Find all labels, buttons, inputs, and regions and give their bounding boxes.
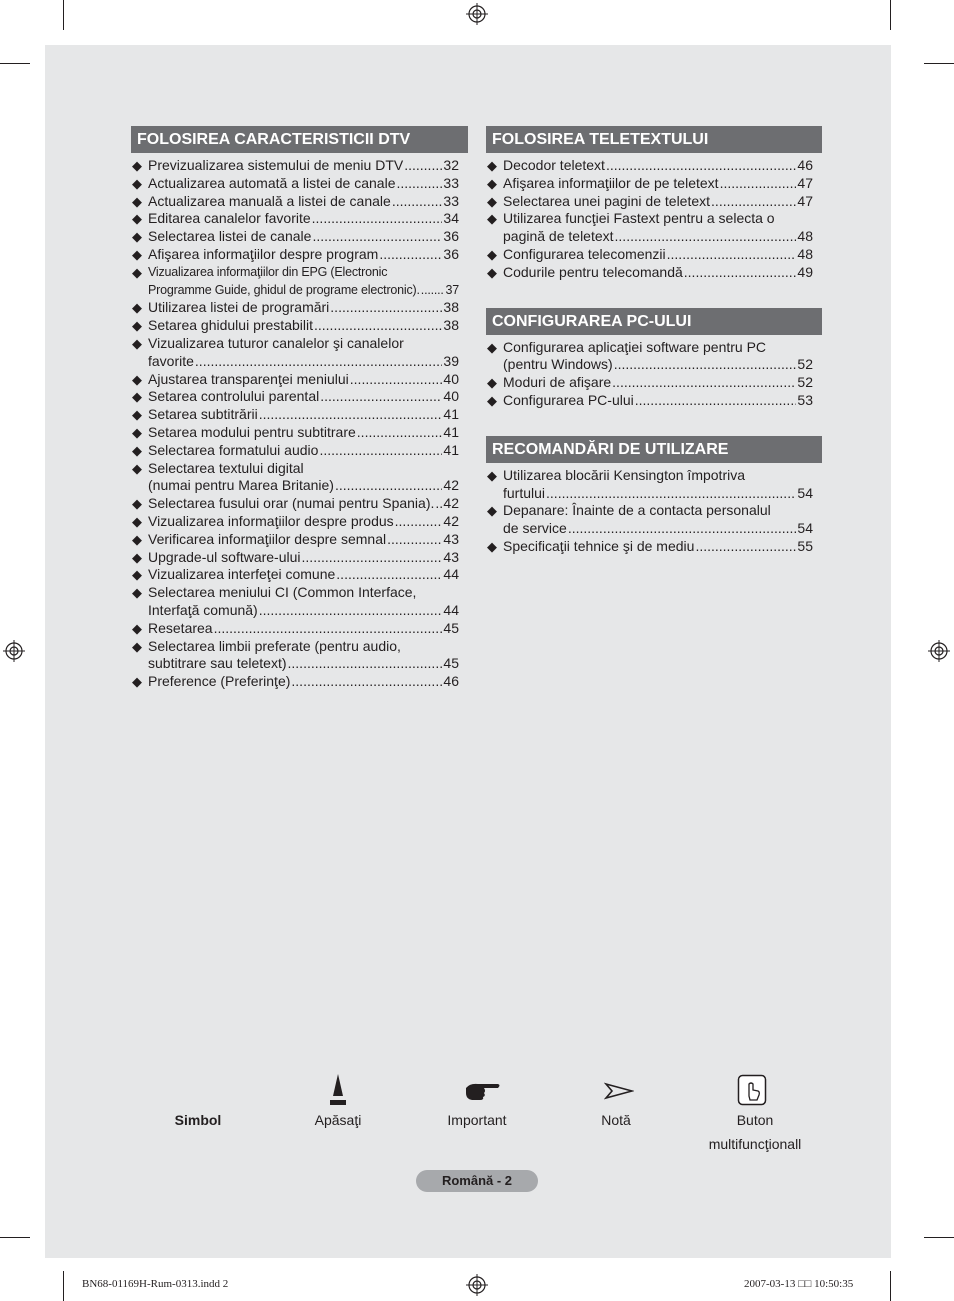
dot-leader: [546, 485, 796, 503]
toc-entry: [486, 374, 822, 392]
toc-page-number: 33: [443, 174, 459, 191]
diamond-bullet-icon: ◆: [132, 585, 142, 601]
dot-leader: [314, 317, 442, 335]
toc-entry-text: Configurarea PC-ului: [503, 391, 634, 408]
toc-page-number: 53: [797, 391, 813, 408]
toc-entry-text: favorite: [148, 352, 194, 369]
registration-mark-icon: [466, 1274, 488, 1296]
toc-page-number: 49: [797, 263, 813, 280]
crop-mark: [890, 0, 891, 30]
toc-entry: [486, 264, 822, 282]
toc-entry: [131, 531, 468, 549]
dot-leader: [259, 602, 443, 620]
toc-entry: [131, 246, 468, 264]
toc-entry-line: [148, 193, 468, 211]
toc-entry: [486, 538, 822, 556]
toc-page-number: 40: [443, 388, 459, 405]
toc-page-number: 54: [797, 484, 813, 501]
toc-entry-text: (pentru Windows): [503, 356, 613, 373]
toc-entry-text: subtitrare sau teletext): [148, 655, 287, 672]
diamond-bullet-icon: ◆: [487, 375, 497, 391]
toc-page-number: 32: [443, 157, 459, 173]
toc-entry-text: Setarea controlului parental: [148, 388, 320, 405]
toc-entry-text: Selectarea formatului audio: [148, 441, 319, 458]
toc-entry: [131, 460, 468, 496]
toc-entry-line: [503, 175, 822, 193]
toc-entry-line: [148, 566, 468, 584]
dot-leader: [421, 282, 445, 300]
dot-leader: [635, 392, 797, 410]
toc-entry-line: [503, 374, 822, 392]
toc-page-number: 43: [443, 548, 459, 565]
pointing-hand-icon: [464, 1080, 502, 1102]
dot-leader: [357, 424, 443, 442]
diamond-bullet-icon: ◆: [487, 392, 497, 408]
toc-entry-text: Vizualizarea informaţiilor din EPG (Electronic: [148, 264, 388, 279]
toc-entry-line: [148, 299, 468, 317]
section-spacer: [486, 410, 822, 436]
toc-page-number: 54: [797, 520, 813, 537]
dot-leader: [312, 210, 443, 228]
toc-entry-text: Selectarea listei de canale: [148, 228, 312, 245]
multifunction-button-icon: [737, 1074, 767, 1106]
toc-entry-text: Vizualizarea tuturor canalelor şi canalelor: [148, 334, 404, 351]
toc-list: [486, 157, 822, 282]
dot-leader: [319, 442, 442, 460]
toc-page-number: 42: [443, 512, 459, 529]
toc-entry-line: [148, 442, 468, 460]
diamond-bullet-icon: ◆: [487, 538, 497, 554]
toc-page-number: 45: [443, 619, 459, 636]
section-title: FOLOSIREA TELETEXTULUI: [486, 126, 822, 153]
toc-entry-text: Vizualizarea interfeţei comune: [148, 566, 336, 583]
toc-entry-text: Afişarea informaţiilor de pe teletext: [503, 174, 719, 191]
toc-list: [486, 339, 822, 410]
diamond-bullet-icon: ◆: [132, 246, 142, 262]
diamond-bullet-icon: ◆: [132, 513, 142, 529]
toc-entry-line: [148, 246, 468, 264]
toc-entry-line: [503, 467, 822, 485]
toc-entry: [131, 317, 468, 335]
diamond-bullet-icon: ◆: [132, 424, 142, 440]
toc-entry-line: [148, 477, 468, 495]
toc-page-number: 38: [443, 317, 459, 334]
file-name-slug: BN68-01169H-Rum-0313.indd 2: [82, 1278, 229, 1290]
toc-entry-line: [503, 485, 822, 503]
diamond-bullet-icon: ◆: [487, 211, 497, 227]
toc-entry-text: Vizualizarea informaţiilor despre produs: [148, 512, 394, 529]
toc-entry-text: Configurarea telecomenzii: [503, 245, 666, 262]
dot-leader: [614, 356, 797, 374]
toc-entry: [131, 406, 468, 424]
symbol-important-label: Important: [447, 1112, 507, 1128]
dot-leader: [435, 495, 442, 513]
crop-mark: [63, 1271, 64, 1301]
dot-leader: [330, 299, 442, 317]
diamond-bullet-icon: ◆: [487, 246, 497, 262]
toc-entry-text: Preference (Preferinţe): [148, 673, 291, 690]
timestamp-slug: 2007-03-13 □□ 10:50:35: [744, 1278, 854, 1290]
toc-page-number: 55: [797, 537, 813, 554]
toc-entry: [131, 157, 468, 175]
toc-entry: [131, 673, 468, 691]
section-title-dtv: FOLOSIREA CARACTERISTICII DTV: [131, 126, 468, 153]
toc-page-number: 44: [443, 601, 459, 618]
toc-entry-text: Upgrade-ul software-ului: [148, 548, 301, 565]
toc-entry: [131, 193, 468, 211]
toc-entry-line: [503, 502, 822, 520]
toc-entry-text: furtului: [503, 484, 546, 501]
toc-entry-text: Moduri de afişare: [503, 374, 612, 391]
toc-page-number: 38: [443, 299, 459, 316]
toc-page-number: 41: [443, 406, 459, 423]
crop-mark: [0, 1237, 30, 1238]
diamond-bullet-icon: ◆: [132, 300, 142, 316]
toc-entry: [131, 424, 468, 442]
toc-left-column: [131, 126, 468, 691]
toc-page-number: 36: [443, 245, 459, 262]
toc-entry: [486, 502, 822, 538]
dot-leader: [387, 531, 442, 549]
toc-entry: [486, 210, 822, 246]
dot-leader: [667, 246, 797, 264]
toc-entry: [131, 495, 468, 513]
diamond-bullet-icon: ◆: [132, 193, 142, 209]
toc-page-number: 44: [443, 566, 459, 583]
diamond-bullet-icon: ◆: [132, 460, 142, 476]
diamond-bullet-icon: ◆: [132, 211, 142, 227]
diamond-bullet-icon: ◆: [132, 567, 142, 583]
toc-right-column: [486, 126, 822, 556]
toc-entry: [486, 467, 822, 503]
toc-entry-line: [503, 228, 822, 246]
toc-entry: [486, 392, 822, 410]
toc-entry: [131, 371, 468, 389]
toc-entry-line: [148, 424, 468, 442]
dot-leader: [291, 673, 442, 691]
toc-entry-text: Specificaţii tehnice şi de mediu: [503, 537, 695, 554]
toc-entry-line: [148, 620, 468, 638]
toc-entry-text: Codurile pentru telecomandă: [503, 263, 683, 280]
toc-page-number: 52: [797, 374, 813, 391]
press-icon: [327, 1072, 349, 1108]
dot-leader: [379, 246, 442, 264]
symbol-button-label: Buton: [736, 1112, 774, 1128]
toc-entry-line: [148, 638, 468, 656]
crop-mark: [63, 0, 64, 30]
crop-mark: [0, 63, 30, 64]
toc-entry-line: [148, 228, 468, 246]
toc-entry-line: [148, 210, 468, 228]
toc-entry-line: [148, 353, 468, 371]
toc-entry-text: Selectarea unei pagini de teletext: [503, 192, 711, 209]
diamond-bullet-icon: ◆: [487, 467, 497, 483]
symbol-press-label: Apăsaţi: [314, 1112, 362, 1128]
toc-entry: [486, 157, 822, 175]
toc-list-dtv: [131, 157, 468, 691]
toc-entry-line: [148, 495, 468, 513]
toc-entry: [486, 246, 822, 264]
toc-entry-line: [148, 388, 468, 406]
page-number-tab: Română - 2: [416, 1170, 538, 1192]
dot-leader: [336, 566, 442, 584]
toc-entry: [131, 442, 468, 460]
toc-entry-text: Previzualizarea sistemului de meniu DTV: [148, 157, 404, 173]
toc-page-number: 40: [443, 370, 459, 387]
diamond-bullet-icon: ◆: [132, 674, 142, 690]
toc-page-number: 37: [445, 282, 459, 297]
dot-leader: [396, 175, 442, 193]
toc-entry-line: [148, 513, 468, 531]
toc-entry: [131, 620, 468, 638]
toc-entry-line: [503, 264, 822, 282]
toc-page-number: 52: [797, 356, 813, 373]
toc-entry-text: Programme Guide, ghidul de programe electronic).: [148, 282, 420, 297]
toc-entry-line: [148, 335, 468, 353]
toc-entry-text: Selectarea textului digital: [148, 459, 304, 476]
section-spacer: [486, 282, 822, 308]
toc-entry-text: Actualizarea manuală a listei de canale: [148, 192, 391, 209]
toc-entry-line: [148, 673, 468, 691]
toc-entry-text: Setarea modului pentru subtitrare: [148, 423, 356, 440]
toc-entry-line: [503, 392, 822, 410]
dot-leader: [568, 520, 797, 538]
toc-entry: [486, 193, 822, 211]
toc-page-number: 47: [797, 192, 813, 209]
toc-entry-text: Afişarea informaţiilor despre program: [148, 245, 379, 262]
dot-leader: [302, 549, 443, 567]
toc-page-number: 39: [443, 352, 459, 369]
toc-entry-line: [148, 406, 468, 424]
dot-leader: [195, 353, 443, 371]
diamond-bullet-icon: ◆: [132, 407, 142, 423]
toc-page-number: 45: [443, 655, 459, 672]
toc-entry: [131, 566, 468, 584]
diamond-bullet-icon: ◆: [132, 442, 142, 458]
toc-page-number: 48: [797, 245, 813, 262]
toc-page-number: 42: [443, 477, 459, 494]
diamond-bullet-icon: ◆: [132, 638, 142, 654]
diamond-bullet-icon: ◆: [132, 371, 142, 387]
dot-leader: [720, 175, 797, 193]
toc-entry-line: [503, 538, 822, 556]
diamond-bullet-icon: ◆: [132, 158, 142, 173]
diamond-bullet-icon: ◆: [487, 264, 497, 280]
toc-page-number: 33: [443, 192, 459, 209]
toc-entry-text: Depanare: Înainte de a contacta personalul: [503, 502, 771, 519]
toc-entry-text: Utilizarea blocării Kensington împotriva: [503, 466, 745, 483]
dot-leader: [395, 513, 443, 531]
toc-entry-line: [503, 520, 822, 538]
toc-page-number: 41: [443, 441, 459, 458]
dot-leader: [350, 371, 443, 389]
toc-entry-text: Selectarea fusului orar (numai pentru Spania).: [148, 495, 435, 512]
toc-entry-text: Actualizarea automată a listei de canale: [148, 174, 396, 191]
toc-entry: [486, 339, 822, 375]
symbol-note-label: Notă: [601, 1112, 631, 1128]
dot-leader: [612, 374, 796, 392]
section-title: RECOMANDĂRI DE UTILIZARE: [486, 436, 822, 463]
section-title: CONFIGURAREA PC-ULUI: [486, 308, 822, 335]
diamond-bullet-icon: ◆: [132, 175, 142, 191]
dot-leader: [615, 228, 797, 246]
note-arrow-icon: [604, 1082, 634, 1100]
toc-entry-line: [148, 655, 468, 673]
toc-entry-line: [148, 584, 468, 602]
dot-leader: [711, 193, 796, 211]
dot-leader: [288, 655, 443, 673]
toc-entry-line: [503, 246, 822, 264]
toc-entry-line: [503, 210, 822, 228]
toc-page-number: 34: [443, 210, 459, 227]
registration-mark-icon: [466, 3, 488, 25]
dot-leader: [404, 157, 442, 175]
toc-entry-line: [148, 175, 468, 193]
toc-page-number: 46: [443, 673, 459, 690]
toc-entry-text: Verificarea informaţiilor despre semnal: [148, 530, 387, 547]
toc-entry-line: [503, 157, 822, 175]
crop-mark: [890, 1271, 891, 1301]
toc-entry: [131, 228, 468, 246]
toc-entry-text: Utilizarea funcţiei Fastext pentru a selecta o: [503, 210, 775, 227]
toc-entry-line: [148, 371, 468, 389]
toc-entry: [131, 584, 468, 620]
diamond-bullet-icon: ◆: [132, 620, 142, 636]
toc-entry-text: Editarea canalelor favorite: [148, 210, 311, 227]
dot-leader: [320, 388, 442, 406]
diamond-bullet-icon: ◆: [132, 496, 142, 512]
crop-mark: [924, 1237, 954, 1238]
diamond-bullet-icon: ◆: [487, 339, 497, 355]
toc-entry: [486, 175, 822, 193]
toc-entry: [131, 175, 468, 193]
crop-mark: [924, 63, 954, 64]
symbol-heading: Simbol: [174, 1112, 222, 1128]
toc-entry-text: Decodor teletext: [503, 157, 605, 173]
diamond-bullet-icon: ◆: [487, 175, 497, 191]
toc-entry-text: Ajustarea transparenţei meniului: [148, 370, 349, 387]
toc-entry-text: Setarea ghidului prestabilit: [148, 317, 313, 334]
registration-mark-icon: [928, 640, 950, 662]
dot-leader: [214, 620, 443, 638]
diamond-bullet-icon: ◆: [132, 389, 142, 405]
toc-entry-text: Setarea subtitrării: [148, 406, 258, 423]
diamond-bullet-icon: ◆: [487, 193, 497, 209]
registration-mark-icon: [3, 640, 25, 662]
toc-page-number: 48: [797, 228, 813, 245]
toc-entry: [131, 549, 468, 567]
toc-entry-line: [148, 602, 468, 620]
toc-entry-line: [148, 282, 468, 300]
toc-entry-text: de service: [503, 520, 567, 537]
toc-entry-line: [148, 264, 468, 282]
diamond-bullet-icon: ◆: [487, 503, 497, 519]
toc-entry: [131, 513, 468, 531]
toc-entry: [131, 210, 468, 228]
dot-leader: [606, 157, 796, 175]
symbol-button-label-2: multifuncţionall: [708, 1136, 802, 1152]
dot-leader: [312, 228, 442, 246]
toc-page-number: 36: [443, 228, 459, 245]
toc-page-number: 46: [797, 157, 813, 173]
toc-entry-text: Selectarea meniului CI (Common Interface,: [148, 584, 417, 601]
toc-entry-line: [503, 193, 822, 211]
toc-entry-line: [148, 549, 468, 567]
toc-entry-text: Utilizarea listei de programări: [148, 299, 330, 316]
toc-list: [486, 467, 822, 556]
toc-entry: [131, 638, 468, 674]
toc-entry-text: (numai pentru Marea Britanie): [148, 477, 334, 494]
dot-leader: [684, 264, 797, 282]
toc-entry-text: pagină de teletext: [503, 228, 614, 245]
toc-page-number: 42: [443, 495, 459, 512]
diamond-bullet-icon: ◆: [132, 531, 142, 547]
toc-entry-text: Interfaţă comună): [148, 601, 258, 618]
toc-entry-text: Selectarea limbii preferate (pentru audio,: [148, 637, 401, 654]
toc-entry-text: Resetarea: [148, 619, 213, 636]
dot-leader: [695, 538, 796, 556]
toc-entry: [131, 388, 468, 406]
symbol-legend: [0, 1070, 954, 1160]
toc-entry-line: [148, 531, 468, 549]
toc-entry-line: [148, 460, 468, 478]
toc-entry: [131, 299, 468, 317]
toc-entry: [131, 264, 468, 300]
toc-entry-line: [503, 356, 822, 374]
diamond-bullet-icon: ◆: [132, 318, 142, 334]
toc-page-number: 43: [443, 530, 459, 547]
toc-page-number: 41: [443, 423, 459, 440]
diamond-bullet-icon: ◆: [132, 335, 142, 351]
diamond-bullet-icon: ◆: [132, 264, 142, 280]
diamond-bullet-icon: ◆: [487, 158, 497, 173]
dot-leader: [392, 193, 443, 211]
toc-page-number: 47: [797, 174, 813, 191]
dot-leader: [335, 477, 442, 495]
diamond-bullet-icon: ◆: [132, 549, 142, 565]
toc-entry-line: [148, 317, 468, 335]
toc-entry-text: Configurarea aplicaţiei software pentru PC: [503, 338, 767, 355]
diamond-bullet-icon: ◆: [132, 229, 142, 245]
toc-entry-line: [503, 339, 822, 357]
dot-leader: [259, 406, 443, 424]
toc-entry-line: [148, 157, 468, 175]
toc-entry: [131, 335, 468, 371]
